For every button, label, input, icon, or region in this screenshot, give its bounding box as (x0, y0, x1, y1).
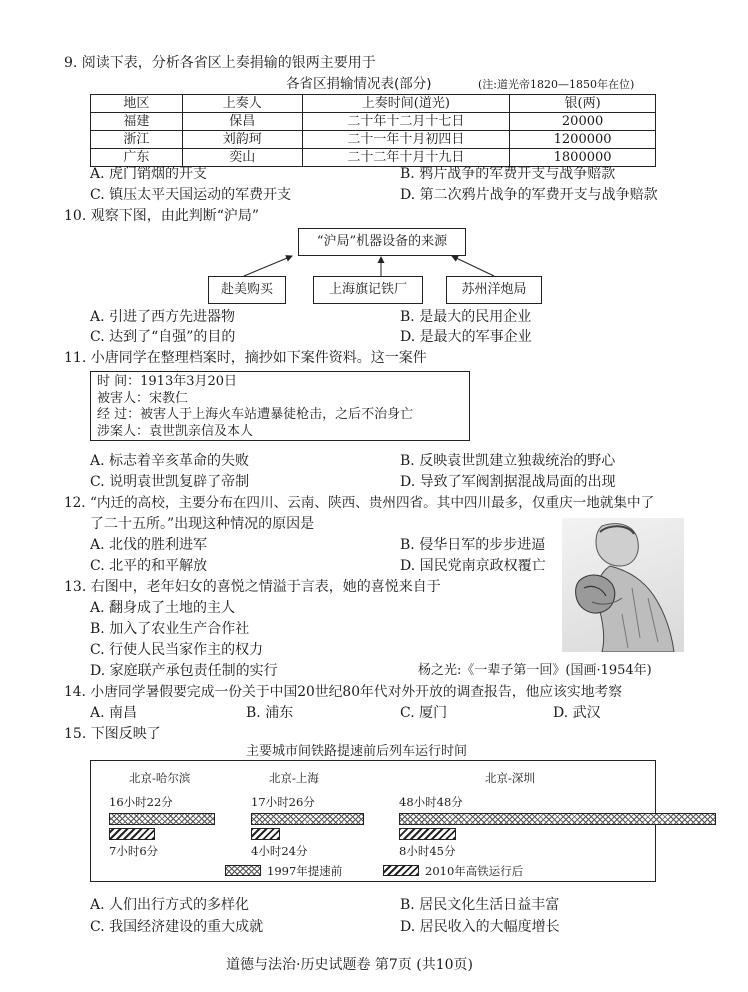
q10-source-box: 赴美购买 (208, 276, 286, 304)
chart-data-label: 8小时45分 (399, 844, 456, 858)
chart-bar-1997-beijing-shanghai (251, 813, 364, 825)
q9-stem: 9. 阅读下表，分析各省区上奏捐输的银两主要用于 (64, 55, 376, 71)
table-header: 上奏人 (182, 95, 302, 113)
q10-top-box: “沪局”机器设备的来源 (298, 228, 466, 256)
table-cell: 二十一年十月初四日 (302, 131, 510, 149)
table-header: 地区 (91, 95, 183, 113)
q14-option-c[interactable]: C. 厦门 (400, 705, 448, 721)
q11-stem: 11. 小唐同学在整理档案时，摘抄如下案件资料。这一案件 (64, 350, 427, 366)
q12-option-b[interactable]: B. 侵华日军的步步进逼 (400, 537, 546, 553)
arrow-left (244, 256, 292, 276)
q15-option-b[interactable]: B. 居民文化生活日益丰富 (400, 897, 560, 913)
case-line: 经 过：被害人于上海火车站遭暴徒枪击，之后不治身亡 (97, 407, 414, 422)
chart-bar-1997-beijing-shenzhen (399, 813, 716, 825)
q10-option-b[interactable]: B. 是最大的民用企业 (400, 309, 532, 325)
q10-arrows (200, 250, 540, 278)
q11-option-b[interactable]: B. 反映袁世凯建立独裁统治的野心 (400, 453, 616, 469)
q10-option-a[interactable]: A. 引进了西方先进器物 (90, 309, 236, 325)
q14-option-d[interactable]: D. 武汉 (553, 705, 601, 721)
table-cell: 刘韵珂 (182, 131, 302, 149)
page-footer: 道德与法治·历史试题卷 第7页 (共10页) (226, 957, 473, 973)
q12-stem-line1: 12. “内迁的高校，主要分布在四川、云南、陕西、贵州四省。其中四川最多，仅重庆一地就集中了 (64, 495, 655, 511)
q15-option-c[interactable]: C. 我国经济建设的重大成就 (90, 919, 264, 935)
chart-data-label: 7小时6分 (109, 844, 159, 858)
q15-option-a[interactable]: A. 人们出行方式的多样化 (90, 897, 250, 913)
q13-stem: 13. 右图中，老年妇女的喜悦之情溢于言表，她的喜悦来自于 (64, 579, 441, 595)
case-line: 涉案人：袁世凯亲信及本人 (97, 423, 254, 439)
q15-option-d[interactable]: D. 居民收入的大幅度增长 (400, 919, 560, 935)
q11-option-a[interactable]: A. 标志着辛亥革命的失败 (90, 453, 250, 469)
table-cell: 广东 (91, 149, 183, 167)
q12-option-c[interactable]: C. 北平的和平解放 (90, 558, 208, 574)
chart-category-label: 北京-上海 (269, 771, 319, 785)
chart-bar-2010-beijing-shenzhen (399, 828, 456, 840)
chart-data-label: 16小时22分 (109, 795, 173, 809)
legend-swatch-1997 (225, 865, 261, 876)
table-cell: 奕山 (182, 149, 302, 167)
chart-bar-2010-beijing-harbin (109, 828, 155, 840)
table-cell: 1800000 (510, 149, 656, 167)
table-row (91, 113, 656, 131)
q9-table (90, 94, 656, 167)
q12-option-a[interactable]: A. 北伐的胜利进军 (90, 537, 208, 553)
q10-option-c[interactable]: C. 达到了“自强”的目的 (90, 329, 236, 345)
table-cell: 1200000 (510, 131, 656, 149)
q13-option-d[interactable]: D. 家庭联产承包责任制的实行 (90, 663, 278, 679)
q12-option-d[interactable]: D. 国民党南京政权覆亡 (400, 558, 546, 574)
chart-title: 主要城市间铁路提速前后列车运行时间 (246, 744, 468, 759)
chart-category-label: 北京-深圳 (485, 771, 535, 785)
table-header-row (91, 95, 656, 113)
q9-option-b[interactable]: B. 鸦片战争的军费开支与战争赔款 (400, 166, 616, 182)
q14-option-a[interactable]: A. 南昌 (90, 705, 138, 721)
q10-option-d[interactable]: D. 是最大的军事企业 (400, 329, 532, 345)
q9-option-c[interactable]: C. 镇压太平天国运动的军费开支 (90, 187, 292, 203)
table-row (91, 131, 656, 149)
q15-stem: 15. 下图反映了 (64, 726, 161, 742)
case-line: 被害人：宋教仁 (97, 390, 189, 406)
table-header: 银(两) (510, 95, 656, 113)
q9-option-a[interactable]: A. 虎门销烟的开支 (90, 166, 208, 182)
q14-option-b[interactable]: B. 浦东 (246, 705, 294, 721)
chart-frame (90, 760, 656, 882)
q9-option-d[interactable]: D. 第二次鸦片战争的军费开支与战争赔款 (400, 187, 658, 203)
table-cell: 浙江 (91, 131, 183, 149)
chart-category-label: 北京-哈尔滨 (129, 771, 191, 785)
q13-option-b[interactable]: B. 加入了农业生产合作社 (90, 621, 250, 637)
table-cell: 二十二年十月十九日 (302, 149, 510, 167)
chart-bar-1997-beijing-harbin (109, 813, 215, 825)
table-cell: 二十年十二月十七日 (302, 113, 510, 131)
q12-stem-line2: 了二十五所。”出现这种情况的原因是 (90, 516, 315, 532)
old-woman-figure-icon (562, 518, 684, 652)
q13-option-c[interactable]: C. 行使人民当家作主的权力 (90, 642, 264, 658)
chart-data-label: 17小时26分 (251, 795, 315, 809)
table-cell: 保昌 (182, 113, 302, 131)
table-cell: 20000 (510, 113, 656, 131)
chart-bar-2010-beijing-shanghai (251, 828, 280, 840)
q9-table-note: (注:道光帝1820—1850年在位) (478, 78, 635, 91)
legend-swatch-2010 (383, 865, 419, 876)
q11-option-d[interactable]: D. 导致了军阀割据混战局面的出现 (400, 474, 616, 490)
legend-label: 2010年高铁运行后 (425, 864, 524, 878)
chart-data-label: 4小时24分 (251, 844, 308, 858)
painting-caption: 杨之光:《一辈子第一回》(国画·1954年) (418, 663, 652, 678)
arrow-right (452, 256, 494, 276)
q10-source-box: 苏州洋炮局 (446, 276, 542, 304)
chart-data-label: 48小时48分 (399, 795, 463, 809)
legend-label: 1997年提速前 (267, 864, 343, 878)
q14-stem: 14. 小唐同学暑假要完成一份关于中国20世纪80年代对外开放的调查报告，他应该实地考察 (64, 684, 623, 700)
q10-source-box: 上海旗记铁厂 (313, 276, 423, 304)
q13-option-a[interactable]: A. 翻身成了土地的主人 (90, 600, 236, 616)
q9-table-title: 各省区捐输情况表(部分) (286, 76, 432, 92)
case-line: 时 间：1913年3月20日 (97, 374, 238, 389)
painting-old-woman-image (562, 518, 684, 652)
q11-case-box (90, 371, 470, 441)
table-header: 上奏时间(道光) (302, 95, 510, 113)
table-cell: 福建 (91, 113, 183, 131)
q11-option-c[interactable]: C. 说明袁世凯复辟了帝制 (90, 474, 250, 490)
q10-stem: 10. 观察下图，由此判断“沪局” (64, 208, 260, 224)
